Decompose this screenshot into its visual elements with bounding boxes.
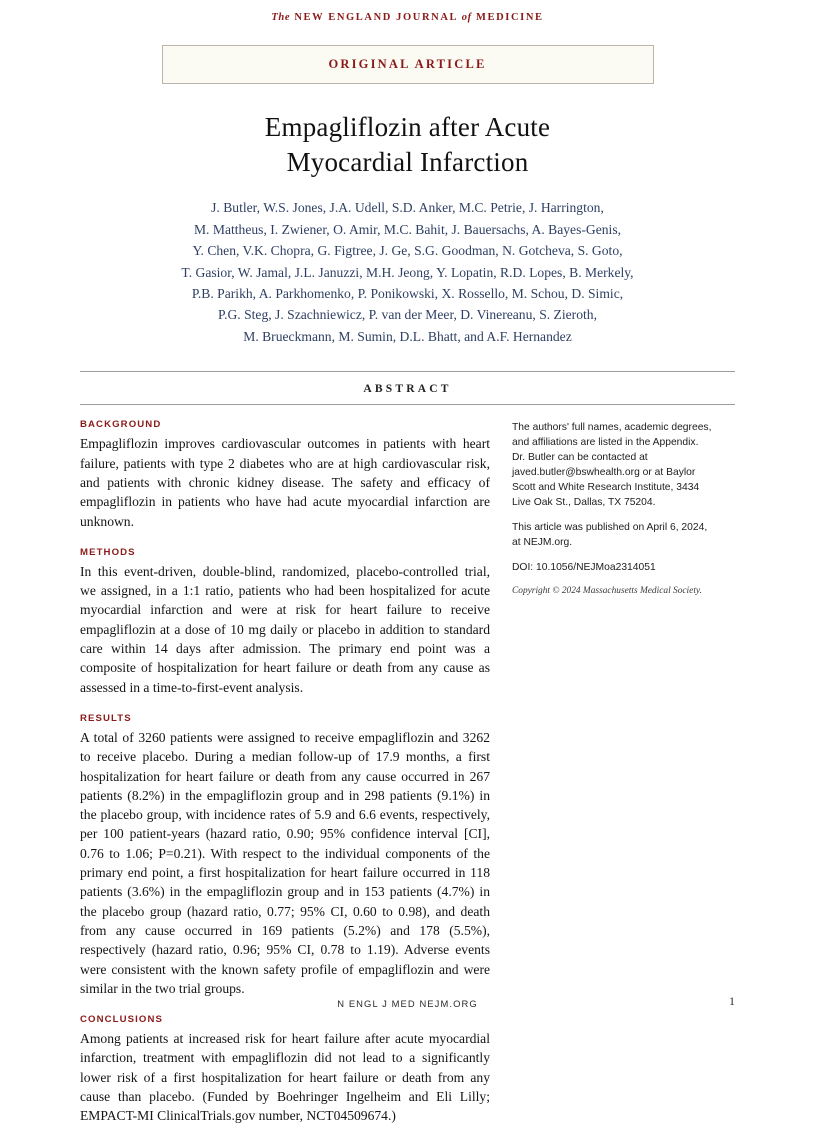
article-type-banner-wrap: [162, 45, 654, 84]
author-affiliation-note: The authors' full names, academic degrees, and affiliations are listed in the Appendix. Dr. Butler can be contacted at javed.butler@bswhealth.org or at Baylor Scott and White Research Institute, 3434 Live Oak St., Dallas, TX 75204.: [512, 422, 712, 508]
abstract-label: ABSTRACT: [363, 383, 452, 396]
section-heading: METHODS: [80, 546, 136, 558]
section-text: In this event-driven, double-blind, randomized, placebo-controlled trial, we assigned, in a 1:1 ratio, patients who had been hospitalized for acute myocardial infarction and were at risk for heart failure to receive empagliflozin at a dose of 10 mg daily or placebo in addition to standard care within 14 days after admission. The primary end point was a composite of hospitalization for heart failure or death from any cause as assessed in a time-to-first-event analysis.: [80, 563, 490, 695]
author-line: J. Butler, W.S. Jones, J.A. Udell, S.D. Anker, M.C. Petrie, J. Harrington,: [211, 200, 604, 216]
section-heading: RESULTS: [80, 712, 132, 724]
section-heading: CONCLUSIONS: [80, 1014, 163, 1026]
author-line: P.G. Steg, J. Szachniewicz, P. van der Meer, D. Vinereanu, S. Zieroth,: [218, 307, 597, 323]
author-line: M. Mattheus, I. Zwiener, O. Amir, M.C. Bahit, J. Bauersachs, A. Bayes-Genis,: [193, 221, 622, 237]
section-text: Empagliflozin improves cardiovascular outcomes in patients with heart failure, patients with type 2 diabetes who are at high cardiovascular risk, and patients with chronic kidney disease. The safety and efficacy of empagliflozin in patients who have had acute myocardial infarction are unknown.: [80, 436, 490, 529]
journal-masthead: [0, 0, 815, 23]
masthead-the: The: [271, 12, 291, 23]
masthead-journal: NEW ENGLAND JOURNAL: [294, 12, 458, 23]
page-title: [128, 110, 688, 179]
abstract-section-results: [80, 713, 490, 998]
article-body: [80, 419, 735, 1125]
copyright-note: Copyright © 2024 Massachusetts Medical Society.: [512, 585, 702, 596]
footer-page-number: 1: [729, 994, 735, 1008]
abstract-section-background: [80, 419, 490, 530]
author-line: M. Brueckmann, M. Sumin, D.L. Bhatt, and A.F. Hernandez: [243, 328, 572, 344]
masthead-of: of: [461, 12, 472, 23]
section-heading: BACKGROUND: [80, 419, 162, 431]
rule-below-abstract: [80, 404, 735, 405]
sidebar-notes: [512, 419, 713, 595]
author-list: [108, 197, 708, 347]
title-line-2: Myocardial Infarction: [286, 146, 529, 177]
abstract-column: [80, 419, 512, 1125]
abstract-section-conclusions: [80, 1014, 490, 1125]
author-line: P.B. Parikh, A. Parkhomenko, P. Ponikowski, X. Rossello, M. Schou, D. Simic,: [191, 285, 624, 301]
section-text: Among patients at increased risk for heart failure after acute myocardial infarction, treatment with empagliflozin did not lead to a significantly lower risk of a first hospitalization for heart failure or death from any cause than placebo. (Funded by Boehringer Ingelheim and Eli Lilly; EMPACT-MI ClinicalTrials.gov number, NCT04509674.): [80, 1031, 490, 1124]
author-line: T. Gasior, W. Jamal, J.L. Januzzi, M.H. Jeong, Y. Lopatin, R.D. Lopes, B. Merkely,: [181, 264, 634, 280]
title-line-1: Empagliflozin after Acute: [264, 112, 551, 142]
footer-journal-line: N ENGL J MED NEJM.ORG: [337, 998, 478, 1009]
publication-note: This article was published on April 6, 2024, at NEJM.org.: [512, 521, 708, 548]
abstract-header: [80, 371, 735, 405]
section-text: A total of 3260 patients were assigned to receive empagliflozin and 3262 to receive placebo. During a median follow-up of 17.9 months, a first hospitalization for heart failure or death from any cause occurred in 267 patients (8.2%) in the empagliflozin group and in 298 patients (9.1%) in the placebo group, with incidence rates of 5.9 and 6.6 events, respectively, per 100 patient-years (hazard ratio, 0.90; 95% confidence interval [CI], 0.76 to 1.06; P=0.21). With respect to the individual components of the primary end point, a first hospitalization for heart failure occurred in 118 patients (3.6%) in the empagliflozin group and in 153 patients (4.7%) in the placebo group (hazard ratio, 0.77; 95% CI, 0.60 to 0.98), and death from any cause occurred in 169 patients (5.2%) and 178 (5.5%), respectively (hazard ratio, 0.96; 95% CI, 0.78 to 1.19). Adverse events were consistent with the known safety profile of empagliflozin and were similar in the two trial groups.: [80, 729, 490, 996]
abstract-section-methods: [80, 547, 490, 697]
page-footer: [80, 994, 735, 1009]
author-line: Y. Chen, V.K. Chopra, G. Figtree, J. Ge, S.G. Goodman, N. Gotcheva, S. Goto,: [192, 243, 623, 259]
masthead-medicine: MEDICINE: [475, 12, 544, 23]
doi-note: DOI: 10.1056/NEJMoa2314051: [512, 561, 656, 573]
article-type-banner: ORIGINAL ARTICLE: [162, 45, 654, 84]
